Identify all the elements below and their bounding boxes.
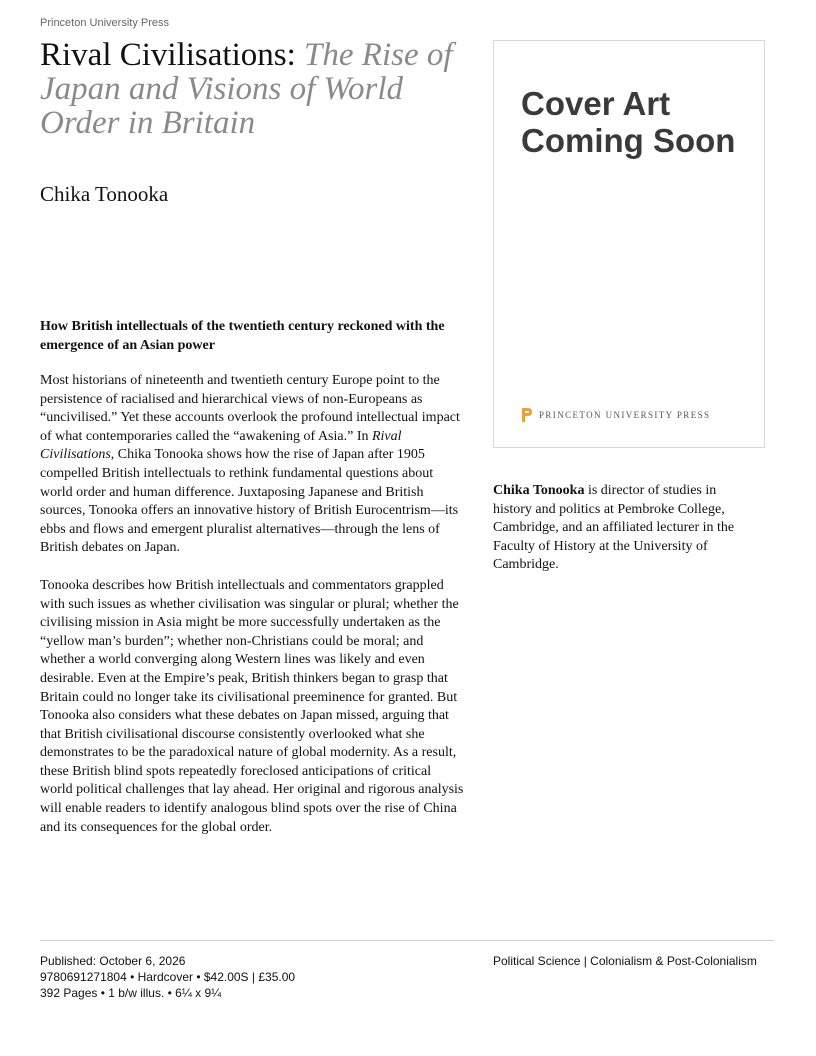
cover-text-line2: Coming Soon [521,122,736,159]
footer-publication-info [40,953,295,1001]
description-paragraph-1 [40,372,465,558]
cover-placeholder-text [521,85,761,159]
author-bio-text: is director of studies in history and politics at Pembroke College, Cambridge, and an affiliated lecturer in the Faculty of History at the University of Cambridge. [493,483,735,573]
cover-placeholder [493,40,765,448]
publication-date: Published: October 6, 2026 [40,954,186,968]
cover-text-line1: Cover Art [521,85,671,122]
isbn-format-price: 9780691271804 • Hardcover • $42.00S | £35.00 [40,970,296,984]
description-book-title: Rival Civilisations [40,428,402,463]
publisher-header: Princeton University Press [40,17,169,29]
press-logo-label: PRINCETON UNIVERSITY PRESS [539,410,711,420]
description-text: , Chika Tonooka shows how the rise of Japan after 1905 compelled British intellectuals to rethink fundamental questions about world order and human difference. Juxtaposing Japanese and British sources, Tonooka offers an innovative history of British Eurocentrism—its ebbs and flows and emergent pluralist alternatives—through the lens of British debates on Japan. [40,447,459,556]
book-title-subtitle: The Rise of Japan and Visions of World Order in Britain [40,37,453,141]
book-author: Chika Tonooka [40,182,169,206]
book-title-main: Rival Civilisations: [40,37,296,73]
author-bio-name: Chika Tonooka [493,483,585,498]
description-paragraph-2: Tonooka describes how British intellectuals and commentators grappled with such issues as whether civilisation was singular or plural; whether the civilising mission in Asia might be more successfully undertaken as the “yellow man’s burden”; whether non-Christians could be moral; and whether a world converging along Western lines was likely and even desirable. Even at the Empire’s peak, British thinkers began to grasp that Britain could no longer take its civilisational preeminence for granted. But Tonooka also considers what these debates on Japan missed, arguing that that British civilisational discourse consistently overlooked what she demonstrates to be the paradoxical nature of global modernity. As a result, these British blind spots repeatedly foreclosed anticipations of critical world political challenges that lay ahead. Her original and rigorous analysis will enable readers to identify analogous blind spots over the rise of China and its consequences for the global order. [40,577,464,835]
footer-divider [40,940,774,941]
author-bio [493,482,758,575]
subject-categories: Political Science | Colonialism & Post-Colonialism [493,954,757,968]
book-title [40,38,480,140]
press-logo [521,407,710,423]
book-tagline: How British intellectuals of the twentieth century reckoned with the emergence of an Asian power [40,319,445,353]
book-description [40,372,465,856]
press-logo-icon [521,407,533,423]
page-count-specs: 392 Pages • 1 b/w illus. • 6¼ x 9¼ [40,986,222,1000]
description-text: Most historians of nineteenth and twentieth century Europe point to the persistence of racialised and hierarchical views of non-Europeans as “uncivilised.” Yet these accounts overlook the profound intellectual impact of what contemporaries called the “awakening of Asia.” In [40,373,460,444]
